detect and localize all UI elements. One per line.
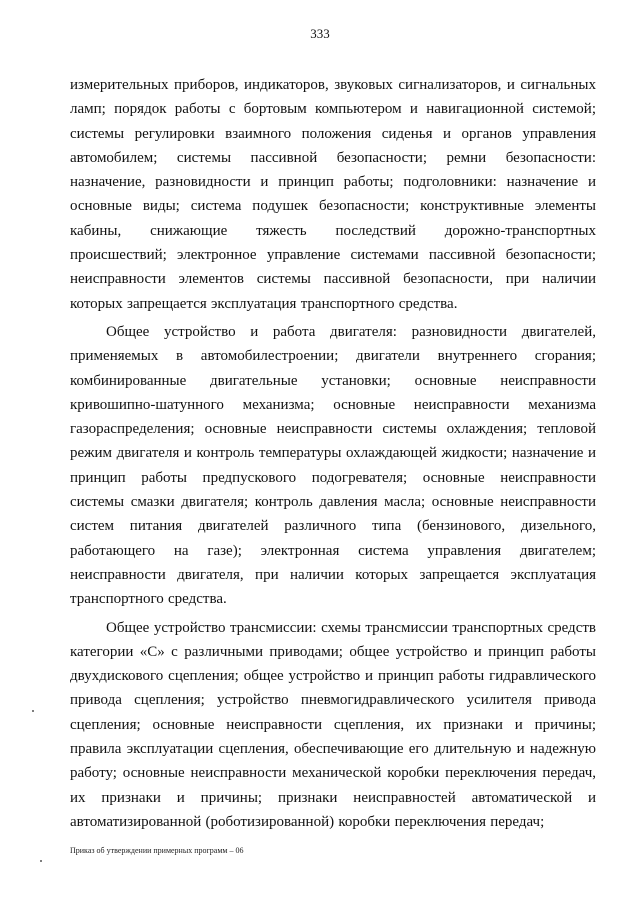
paragraph-3: Общее устройство трансмиссии: схемы трансмиссии транспортных средств категории «С» с различными приводами; общее устройство и принцип работы двухдискового сцепления; общее устройство и принцип работы гидравлического привода сцепления; устройство пневмогидравлического усилителя привода сцепления; основные неисправности сцепления, их признаки и причины; правила эксплуатации сцепления, обеспечивающие его длительную и надежную работу; основные неисправности механической коробки переключения передач, их признаки и причины; признаки неисправностей автоматической и автоматизированной (роботизированной) коробки переключения передач; <box>70 619 596 830</box>
page-number: 333 <box>310 26 330 41</box>
scan-speck <box>40 860 42 862</box>
body-text <box>70 73 596 838</box>
footer-note: Приказ об утверждении примерных программ – 06 <box>70 846 244 855</box>
paragraph-1: измерительных приборов, индикаторов, звуковых сигнализаторов, и сигнальных ламп; порядок работы с бортовым компьютером и навигационной системой; системы регулировки взаимного положения сиденья и органов управления автомобилем; системы пассивной безопасности; ремни безопасности: назначение, разновидности и принцип работы; подголовники: назначение и основные виды; система подушек безопасности; конструктивные элементы кабины, снижающие тяжесть последствий дорожно-транспортных происшествий; электронное управление системами пассивной безопасности; неисправности элементов системы пассивной безопасности, при наличии которых запрещается эксплуатация транспортного средства. <box>70 77 596 312</box>
scan-speck <box>32 710 34 712</box>
paragraph-2: Общее устройство и работа двигателя: разновидности двигателей, применяемых в автомобилестроении; двигатели внутреннего сгорания; комбинированные двигательные установки; основные неисправности кривошипно-шатунного механизма; основные неисправности механизма газораспределения; основные неисправности системы охлаждения; тепловой режим двигателя и контроль температуры охлаждающей жидкости; назначение и принцип работы предпускового подогревателя; основные неисправности системы смазки двигателя; контроль давления масла; основные неисправности систем питания двигателей различного типа (бензинового, дизельного, работающего на газе); электронная система управления двигателем; неисправности двигателя, при наличии которых запрещается эксплуатация транспортного средства. <box>70 323 596 608</box>
